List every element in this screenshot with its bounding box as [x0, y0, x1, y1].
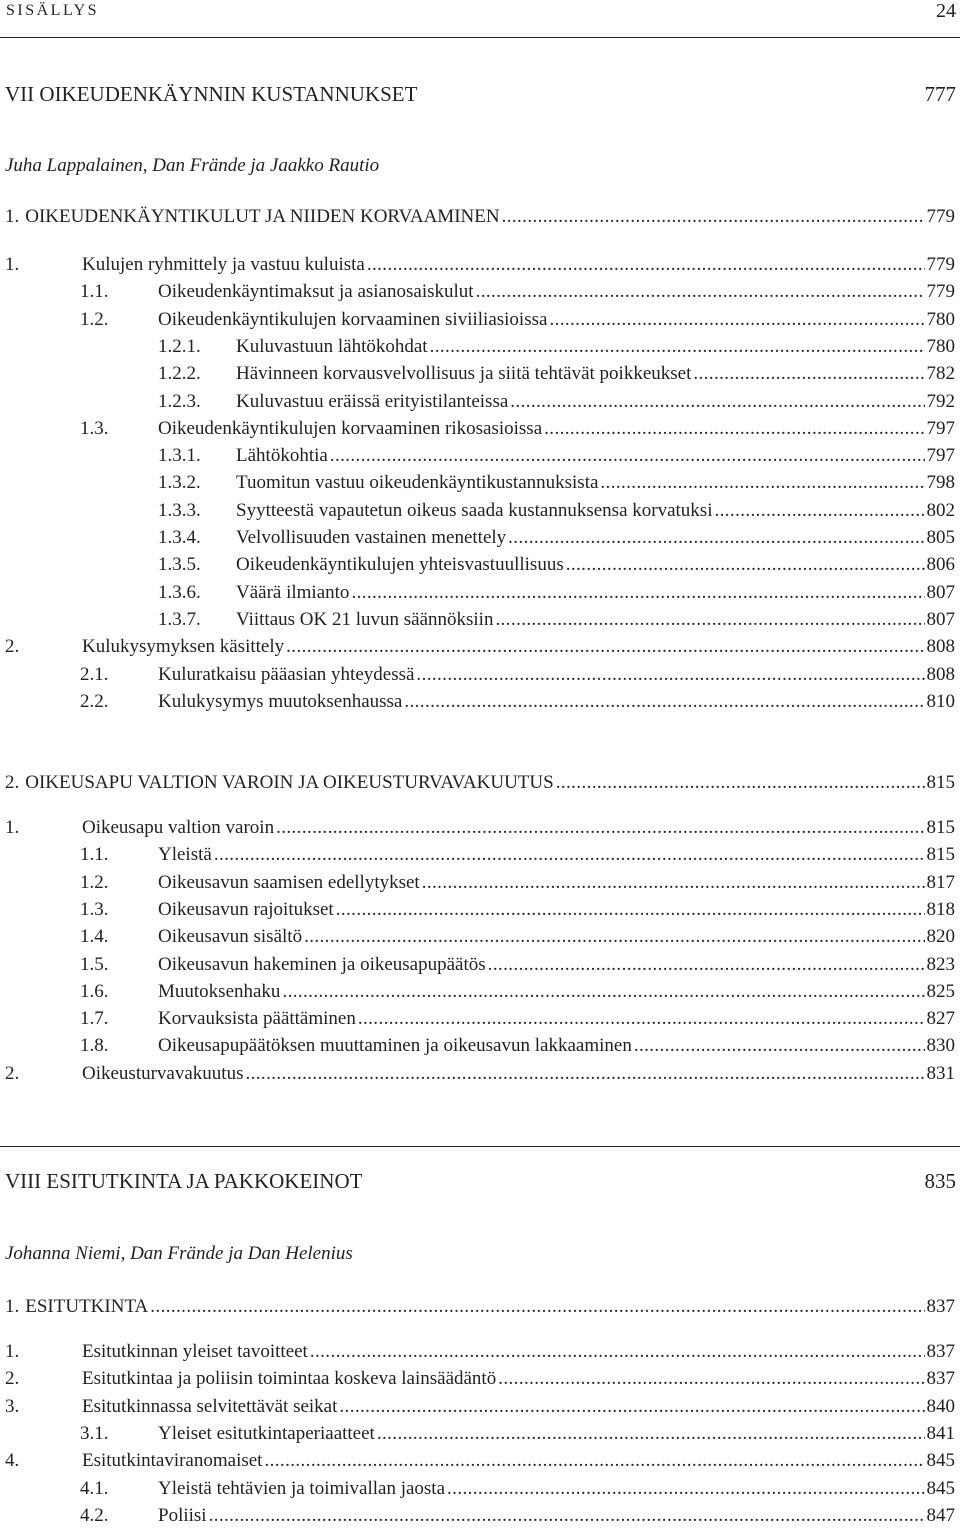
- toc-page-number: 837: [926, 1368, 955, 1390]
- dot-leader: [214, 842, 925, 868]
- toc-chapter-line[interactable]: [0, 770, 955, 796]
- part-page-number: 777: [924, 82, 956, 106]
- toc-page-number: 798: [926, 472, 955, 494]
- dot-leader: [566, 552, 925, 578]
- toc-entry-title: Poliisi: [158, 1504, 207, 1526]
- toc-page-number: 797: [926, 445, 955, 467]
- toc-entry[interactable]: [0, 580, 955, 606]
- toc-page-number: 815: [926, 772, 955, 793]
- toc-entry[interactable]: [0, 815, 955, 841]
- toc-entry-number: 1.7.: [80, 1008, 109, 1030]
- toc-entry-title: Yleiset esitutkintaperiaatteet: [158, 1422, 375, 1444]
- toc-entry-number: 1.8.: [80, 1035, 109, 1057]
- toc-entry-number: 1.3.6.: [158, 581, 201, 603]
- toc-page-number: 808: [926, 663, 955, 685]
- dot-leader: [447, 1476, 924, 1502]
- dot-leader: [498, 1366, 924, 1392]
- toc-entry-title: Oikeusavun hakeminen ja oikeusapupäätös: [158, 953, 486, 975]
- toc-entry[interactable]: [0, 924, 955, 950]
- toc-entry-title: Korvauksista päättäminen: [158, 1008, 356, 1030]
- toc-entry-number: 1.3.1.: [158, 445, 201, 467]
- toc-entry-title: Kulujen ryhmittely ja vastuu kuluista: [82, 254, 365, 275]
- toc-entry-title: Oikeudenkäyntikulujen yhteisvastuullisuus: [236, 554, 564, 576]
- dot-leader: [416, 662, 924, 688]
- toc-page-number: 807: [926, 608, 955, 630]
- toc-entry[interactable]: [0, 416, 955, 442]
- dot-leader: [209, 1503, 925, 1529]
- dot-leader: [634, 1033, 925, 1059]
- toc-page-number: 780: [926, 308, 955, 330]
- part-title-text: VIII ESITUTKINTA JA PAKKOKEINOT: [5, 1169, 363, 1193]
- part-title-text: VII OIKEUDENKÄYNNIN KUSTANNUKSET: [5, 82, 418, 106]
- dot-leader: [330, 443, 925, 469]
- toc-entry[interactable]: [0, 443, 955, 469]
- toc-page-number: 817: [926, 871, 955, 893]
- toc-entry-number: 1.1.: [80, 844, 109, 866]
- toc-entry-number: 1.3.3.: [158, 499, 201, 521]
- toc-entry-title: Oikeusavun rajoitukset: [158, 898, 334, 920]
- toc-entry-title: Oikeusapu valtion varoin: [82, 817, 275, 838]
- toc-entry-title: Yleistä: [158, 844, 212, 866]
- toc-entry-number: 2.: [5, 1062, 20, 1084]
- toc-entry-title: Muutoksenhaku: [158, 980, 281, 1002]
- toc-page-number: 815: [926, 844, 955, 866]
- dot-leader: [282, 979, 924, 1005]
- toc-chapter-number: 1.: [5, 206, 20, 227]
- toc-entry-number: 2.: [5, 1368, 20, 1390]
- authors-line: Juha Lappalainen, Dan Frände ja Jaakko Rautio: [5, 155, 380, 176]
- toc-page-number: 820: [926, 926, 955, 948]
- dot-leader: [502, 204, 925, 230]
- toc-chapter-title: OIKEUSAPU VALTION VAROIN JA OIKEUSTURVAVAKUUTUS: [25, 772, 554, 793]
- dot-leader: [404, 689, 924, 715]
- toc-entry[interactable]: [0, 1476, 955, 1502]
- toc-page-number: 837: [926, 1341, 955, 1362]
- dot-leader: [495, 607, 924, 633]
- toc-entry-number: 1.3.5.: [158, 554, 201, 576]
- toc-page-number: 837: [926, 1296, 955, 1317]
- toc-chapter-number: 1.: [5, 1296, 20, 1317]
- toc-entry[interactable]: [0, 252, 955, 278]
- dot-leader: [245, 1061, 924, 1087]
- toc-entry[interactable]: [0, 662, 955, 688]
- dot-leader: [351, 580, 924, 606]
- dot-leader: [358, 1006, 925, 1032]
- dot-leader: [714, 498, 924, 524]
- toc-entry-title: Kuluratkaisu pääasian yhteydessä: [158, 663, 415, 685]
- dot-leader: [264, 1448, 924, 1474]
- dot-leader: [430, 334, 925, 360]
- toc-entry[interactable]: [0, 361, 955, 387]
- toc-entry[interactable]: [0, 1503, 955, 1529]
- toc-entry[interactable]: [0, 525, 955, 551]
- dot-leader: [549, 307, 924, 333]
- toc-chapter-line[interactable]: [0, 204, 955, 230]
- toc-entry-number: 1.3.2.: [158, 472, 201, 494]
- dot-leader: [544, 416, 924, 442]
- toc-entry-number: 1.5.: [80, 953, 109, 975]
- toc-entry-title: Syytteestä vapautetun oikeus saada kustannuksensa korvatuksi: [236, 499, 713, 521]
- toc-entry-number: 1.2.2.: [158, 363, 201, 385]
- toc-page-number: 810: [926, 690, 955, 712]
- dot-leader: [377, 1421, 925, 1447]
- toc-entry[interactable]: [0, 1033, 955, 1059]
- dot-leader: [367, 252, 925, 278]
- dot-leader: [600, 470, 924, 496]
- toc-entry-title: Velvollisuuden vastainen menettely: [236, 527, 507, 548]
- toc-entry-number: 1.2.3.: [158, 390, 201, 412]
- toc-page-number: 782: [926, 363, 955, 385]
- toc-entry-title: Kuluvastuun lähtökohdat: [236, 335, 428, 357]
- toc-entry-title: Väärä ilmianto: [236, 581, 350, 603]
- toc-entry-title: Oikeudenkäyntikulujen korvaaminen rikosasioissa: [158, 417, 543, 439]
- dot-leader: [422, 870, 925, 896]
- toc-entry-number: 1.2.1.: [158, 335, 201, 357]
- toc-entry[interactable]: [0, 634, 955, 660]
- toc-entry[interactable]: [0, 552, 955, 578]
- toc-page-number: 827: [926, 1008, 955, 1030]
- toc-entry-title: Kulukysymys muutoksenhaussa: [158, 690, 403, 712]
- part-page-number: 835: [924, 1169, 956, 1193]
- toc-entry[interactable]: [0, 607, 955, 633]
- toc-entry-number: 1.: [5, 1341, 20, 1362]
- toc-page-number: 823: [926, 953, 955, 975]
- toc-chapter-title: OIKEUDENKÄYNTIKULUT JA NIIDEN KORVAAMINEN: [25, 206, 500, 227]
- toc-entry-number: 1.1.: [80, 281, 109, 303]
- toc-entry-number: 4.1.: [80, 1477, 109, 1499]
- toc-entry[interactable]: [0, 498, 955, 524]
- toc-entry-number: 1.4.: [80, 926, 109, 948]
- dot-leader: [286, 634, 924, 660]
- toc-entry-title: Esitutkinnassa selvitettävät seikat: [82, 1395, 338, 1417]
- toc-page-number: 847: [926, 1504, 955, 1526]
- toc-entry-number: 1.3.4.: [158, 527, 201, 548]
- toc-entry-number: 1.: [5, 817, 20, 838]
- toc-entry-number: 3.1.: [80, 1422, 109, 1444]
- toc-entry[interactable]: [0, 470, 955, 496]
- toc-entry[interactable]: [0, 1448, 955, 1474]
- toc-entry-number: 1.3.: [80, 417, 109, 439]
- dot-leader: [304, 924, 924, 950]
- toc-entry[interactable]: [0, 279, 955, 305]
- toc-entry-number: 1.6.: [80, 980, 109, 1002]
- toc-entry-number: 1.: [5, 254, 20, 275]
- toc-page-number: 840: [926, 1395, 955, 1417]
- toc-page-number: 845: [926, 1477, 955, 1499]
- toc-entry[interactable]: [0, 897, 955, 923]
- toc-page-number: 808: [926, 636, 955, 658]
- toc-entry-title: Esitutkintaa ja poliisin toimintaa koskeva lainsäädäntö: [82, 1368, 497, 1390]
- toc-page-number: 806: [926, 554, 955, 576]
- authors-line: Johanna Niemi, Dan Frände ja Dan Helenius: [5, 1243, 353, 1264]
- toc-page-number: 779: [926, 254, 955, 275]
- toc-page-number: 797: [926, 417, 955, 439]
- toc-entry-number: 2.: [5, 636, 20, 658]
- dot-leader: [310, 1339, 925, 1365]
- toc-entry[interactable]: [0, 1006, 955, 1032]
- toc-entry-title: Oikeusapupäätöksen muuttaminen ja oikeusavun lakkaaminen: [158, 1035, 632, 1057]
- toc-entry-number: 1.3.: [80, 898, 109, 920]
- toc-page-number: 805: [926, 527, 955, 548]
- toc-entry-number: 1.3.7.: [158, 608, 201, 630]
- toc-chapter-number: 2.: [5, 772, 20, 793]
- toc-entry[interactable]: [0, 1366, 955, 1392]
- dot-leader: [150, 1294, 924, 1320]
- toc-page-number: 780: [926, 335, 955, 357]
- toc-entry-title: Oikeusavun sisältö: [158, 926, 303, 948]
- toc-page-number: 802: [926, 499, 955, 521]
- toc-entry-title: Tuomitun vastuu oikeudenkäyntikustannuksista: [236, 472, 599, 494]
- toc-page-number: 841: [926, 1422, 955, 1444]
- toc-entry-title: Oikeusavun saamisen edellytykset: [158, 871, 420, 893]
- toc-entry[interactable]: [0, 1421, 955, 1447]
- toc-page-number: 815: [926, 817, 955, 838]
- page-number: 24: [936, 0, 956, 22]
- toc-entry-number: 1.2.: [80, 308, 109, 330]
- toc-page-number: 818: [926, 898, 955, 920]
- toc-page-number: 807: [926, 581, 955, 603]
- toc-entry[interactable]: [0, 870, 955, 896]
- toc-chapter-title: ESITUTKINTA: [25, 1296, 149, 1317]
- part-title: [5, 81, 956, 107]
- toc-entry-title: Lähtökohtia: [236, 445, 328, 467]
- dot-leader: [339, 1394, 924, 1420]
- toc-page-number: 779: [926, 281, 955, 303]
- dot-leader: [476, 279, 925, 305]
- toc-entry[interactable]: [0, 1339, 955, 1365]
- toc-entry-title: Kulukysymyksen käsittely: [82, 636, 285, 658]
- toc-page-number: 831: [926, 1062, 955, 1084]
- toc-entry-title: Yleistä tehtävien ja toimivallan jaosta: [158, 1477, 446, 1499]
- toc-entry-number: 2.1.: [80, 663, 109, 685]
- toc-page-number: 830: [926, 1035, 955, 1057]
- dot-leader: [508, 525, 924, 551]
- toc-entry-title: Viittaus OK 21 luvun säännöksiin: [236, 608, 494, 630]
- toc-entry[interactable]: [0, 842, 955, 868]
- running-title: SISÄLLYS: [6, 2, 100, 19]
- dot-leader: [336, 897, 925, 923]
- dot-leader: [276, 815, 924, 841]
- toc-entry-number: 4.2.: [80, 1504, 109, 1526]
- dot-leader: [510, 389, 924, 415]
- dot-leader: [556, 770, 925, 796]
- toc-page-number: 779: [926, 206, 955, 227]
- toc-entry-number: 1.2.: [80, 871, 109, 893]
- toc-entry-title: Oikeudenkäyntikulujen korvaaminen siviiliasioissa: [158, 308, 548, 330]
- toc-page-number: 792: [926, 390, 955, 412]
- dot-leader: [488, 952, 925, 978]
- toc-entry[interactable]: [0, 952, 955, 978]
- toc-entry-title: Oikeudenkäyntimaksut ja asianosaiskulut: [158, 281, 474, 303]
- dot-leader: [693, 361, 924, 387]
- part-title: [5, 1168, 956, 1194]
- toc-entry[interactable]: [0, 307, 955, 333]
- toc-entry-title: Oikeusturvavakuutus: [82, 1062, 244, 1084]
- toc-entry-number: 2.2.: [80, 690, 109, 712]
- running-header: [0, 0, 960, 26]
- header-rule: [0, 37, 960, 38]
- toc-entry-title: Esitutkintaviranomaiset: [82, 1450, 263, 1472]
- toc-entry-number: 3.: [5, 1395, 20, 1417]
- toc-entry[interactable]: [0, 389, 955, 415]
- toc-page-number: 825: [926, 980, 955, 1002]
- section-divider-rule: [0, 1146, 960, 1147]
- toc-page-number: 845: [926, 1450, 955, 1472]
- toc-entry-title: Hävinneen korvausvelvollisuus ja siitä tehtävät poikkeukset: [236, 363, 692, 385]
- toc-entry[interactable]: [0, 1061, 955, 1087]
- toc-entry[interactable]: [0, 334, 955, 360]
- toc-entry-title: Kuluvastuu eräissä erityistilanteissa: [236, 390, 509, 412]
- toc-entry[interactable]: [0, 689, 955, 715]
- toc-entry[interactable]: [0, 1394, 955, 1420]
- toc-entry-number: 4.: [5, 1450, 20, 1472]
- toc-entry-title: Esitutkinnan yleiset tavoitteet: [82, 1341, 308, 1362]
- toc-chapter-line[interactable]: [0, 1294, 955, 1320]
- toc-entry[interactable]: [0, 979, 955, 1005]
